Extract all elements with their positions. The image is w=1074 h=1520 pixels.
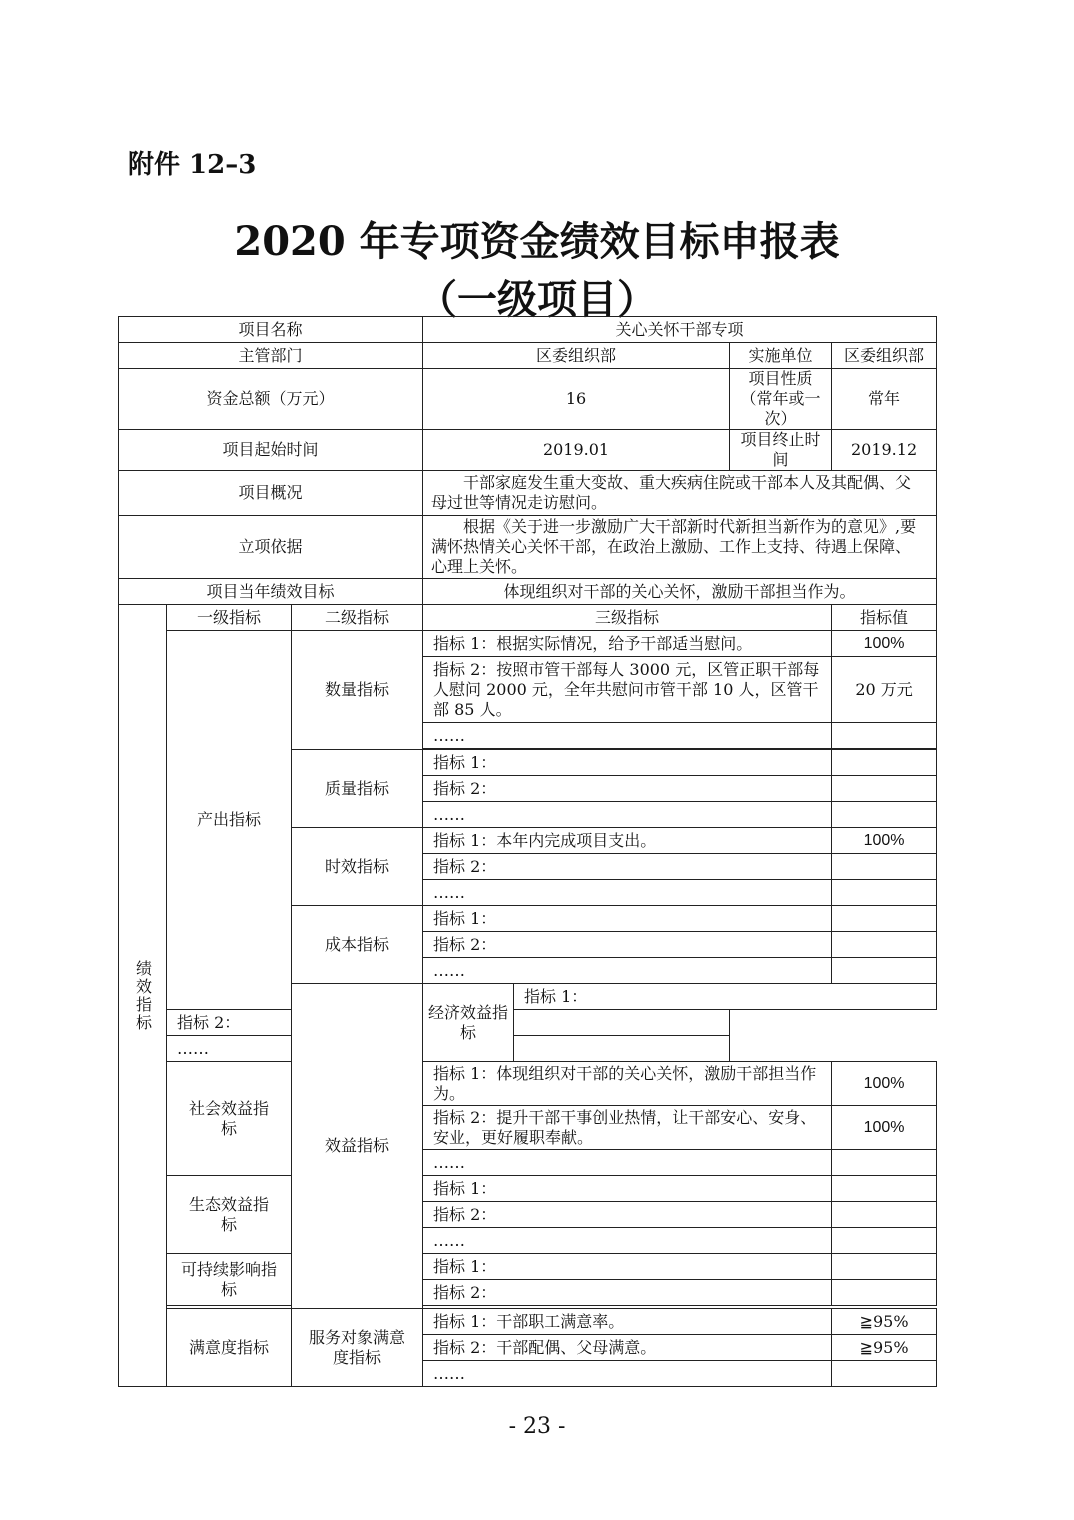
basis-value: 根据《关于进一步激励广大干部新时代新担当新作为的意见》,要满怀热情关心关怀干部，在政治上激励、工作上支持、待遇上保障、心理上关怀。 xyxy=(423,516,937,579)
sustain-indicator-label xyxy=(167,1254,292,1306)
start-value: 2019.01 xyxy=(423,430,730,471)
nature-label: 项目性质（常年或一次） xyxy=(730,369,832,430)
empty-value xyxy=(832,880,937,906)
page-number: - 23 - xyxy=(508,1414,566,1439)
empty-value xyxy=(514,1010,730,1036)
ecological-indicator-label xyxy=(167,1176,292,1254)
empty-value xyxy=(832,854,937,880)
timeliness-ellipsis: …… xyxy=(423,880,832,906)
social-ellipsis: …… xyxy=(423,1150,832,1176)
service-indicator-label xyxy=(292,1309,423,1387)
empty-value xyxy=(832,1202,937,1228)
overview-label: 项目概况 xyxy=(119,471,423,516)
header-value: 指标值 xyxy=(832,605,937,631)
cost-indicator-2: 指标 2： xyxy=(423,932,832,958)
performance-form-table xyxy=(118,316,937,1387)
sustain-indicator-2: 指标 2： xyxy=(423,1280,832,1306)
quality-indicator-label: 质量指标 xyxy=(292,750,423,828)
header-level2: 二级指标 xyxy=(292,605,423,631)
project-name-value: 关心关怀干部专项 xyxy=(423,317,937,343)
goal-label: 项目当年绩效目标 xyxy=(119,579,423,605)
quantity-value-1: 100% xyxy=(832,631,937,657)
quantity-value-2: 20 万元 xyxy=(832,657,937,723)
empty-value xyxy=(514,1036,730,1062)
service-value-2: ≧95% xyxy=(832,1335,937,1361)
empty-value xyxy=(832,1254,937,1280)
social-indicator-1: 指标 1：体现组织对干部的关心关怀，激励干部担当作为。 xyxy=(423,1062,832,1106)
empty-value xyxy=(832,723,937,749)
dept-label: 主管部门 xyxy=(119,343,423,369)
goal-value: 体现组织对干部的关心关怀，激励干部担当作为。 xyxy=(423,579,937,605)
service-indicator-text: 服务对象满意度指标 xyxy=(309,1327,406,1367)
quality-indicator-2: 指标 2： xyxy=(423,776,832,802)
overview-value: 干部家庭发生重大变故、重大疾病住院或干部本人及其配偶、父母过世等情况走访慰问。 xyxy=(423,471,937,516)
impl-value: 区委组织部 xyxy=(832,343,937,369)
start-label: 项目起始时间 xyxy=(119,430,423,471)
satisfaction-indicator-label: 满意度指标 xyxy=(167,1309,292,1387)
empty-value xyxy=(832,958,937,984)
cost-indicator-label: 成本指标 xyxy=(292,906,423,984)
social-indicator-text: 社会效益指标 xyxy=(189,1098,270,1138)
economic-indicator-2: 指标 2： xyxy=(167,1010,514,1036)
timeliness-value-1: 100% xyxy=(832,828,937,854)
ecological-indicator-2: 指标 2： xyxy=(423,1202,832,1228)
empty-value xyxy=(832,1176,937,1202)
service-value-1: ≧95% xyxy=(832,1309,937,1335)
quantity-ellipsis: …… xyxy=(423,723,832,749)
dept-value: 区委组织部 xyxy=(423,343,730,369)
benefit-indicator-label: 效益指标 xyxy=(292,984,423,1309)
economic-indicator-text: 经济效益指标 xyxy=(428,1002,509,1042)
quantity-indicator-2: 指标 2：按照市管干部每人 3000 元，区管正职干部每人慰问 2000 元，全年共慰问市管干部 10 人，区管干部 85 人。 xyxy=(423,657,832,723)
quantity-indicator-1: 指标 1：根据实际情况，给予干部适当慰问。 xyxy=(423,631,832,657)
timeliness-indicator-2: 指标 2： xyxy=(423,854,832,880)
ecological-indicator-text: 生态效益指标 xyxy=(189,1194,270,1234)
cost-ellipsis: …… xyxy=(423,958,832,984)
sustain-indicator-1: 指标 1： xyxy=(423,1254,832,1280)
ecological-indicator-1: 指标 1： xyxy=(423,1176,832,1202)
service-indicator-2: 指标 2：干部配偶、父母满意。 xyxy=(423,1335,832,1361)
social-value-1: 100% xyxy=(832,1062,937,1106)
quality-ellipsis: …… xyxy=(423,802,832,828)
empty-value xyxy=(832,1361,937,1387)
economic-ellipsis: …… xyxy=(167,1036,514,1062)
empty-value xyxy=(832,802,937,828)
social-value-2: 100% xyxy=(832,1106,937,1150)
empty-value xyxy=(832,906,937,932)
indicators-side-label xyxy=(119,605,167,1387)
impl-label: 实施单位 xyxy=(730,343,832,369)
quantity-indicator-label: 数量指标 xyxy=(292,631,423,750)
economic-indicator-1: 指标 1： xyxy=(514,984,937,1010)
social-indicator-2: 指标 2：提升干部干事创业热情，让干部安心、安身、安业，更好履职奉献。 xyxy=(423,1106,832,1150)
end-value: 2019.12 xyxy=(832,430,937,471)
fund-value: 16 xyxy=(423,369,730,430)
empty-value xyxy=(832,1280,937,1306)
timeliness-indicator-label: 时效指标 xyxy=(292,828,423,906)
header-level1: 一级指标 xyxy=(167,605,292,631)
document-title: 2020 年专项资金绩效目标申报表 xyxy=(234,218,840,265)
document-subtitle: （一级项目） xyxy=(417,276,657,323)
header-level3: 三级指标 xyxy=(423,605,832,631)
attachment-label: 附件 12–3 xyxy=(128,150,257,180)
empty-value xyxy=(832,932,937,958)
empty-value xyxy=(832,1228,937,1254)
end-label: 项目终止时间 xyxy=(730,430,832,471)
quality-indicator-1: 指标 1： xyxy=(423,750,832,776)
service-ellipsis: …… xyxy=(423,1361,832,1387)
cost-indicator-1: 指标 1： xyxy=(423,906,832,932)
project-name-label: 项目名称 xyxy=(119,317,423,343)
output-indicator-label: 产出指标 xyxy=(167,631,292,1010)
service-indicator-1: 指标 1：干部职工满意率。 xyxy=(423,1309,832,1335)
timeliness-indicator-1: 指标 1：本年内完成项目支出。 xyxy=(423,828,832,854)
nature-value: 常年 xyxy=(832,369,937,430)
basis-label: 立项依据 xyxy=(119,516,423,579)
empty-value xyxy=(832,750,937,776)
ecological-ellipsis: …… xyxy=(423,1228,832,1254)
social-indicator-label xyxy=(167,1062,292,1176)
indicators-side-text: 绩效指标 xyxy=(133,959,153,1032)
fund-label: 资金总额（万元） xyxy=(119,369,423,430)
empty-value xyxy=(832,776,937,802)
sustain-indicator-text: 可持续影响指标 xyxy=(181,1259,278,1299)
empty-value xyxy=(832,1150,937,1176)
